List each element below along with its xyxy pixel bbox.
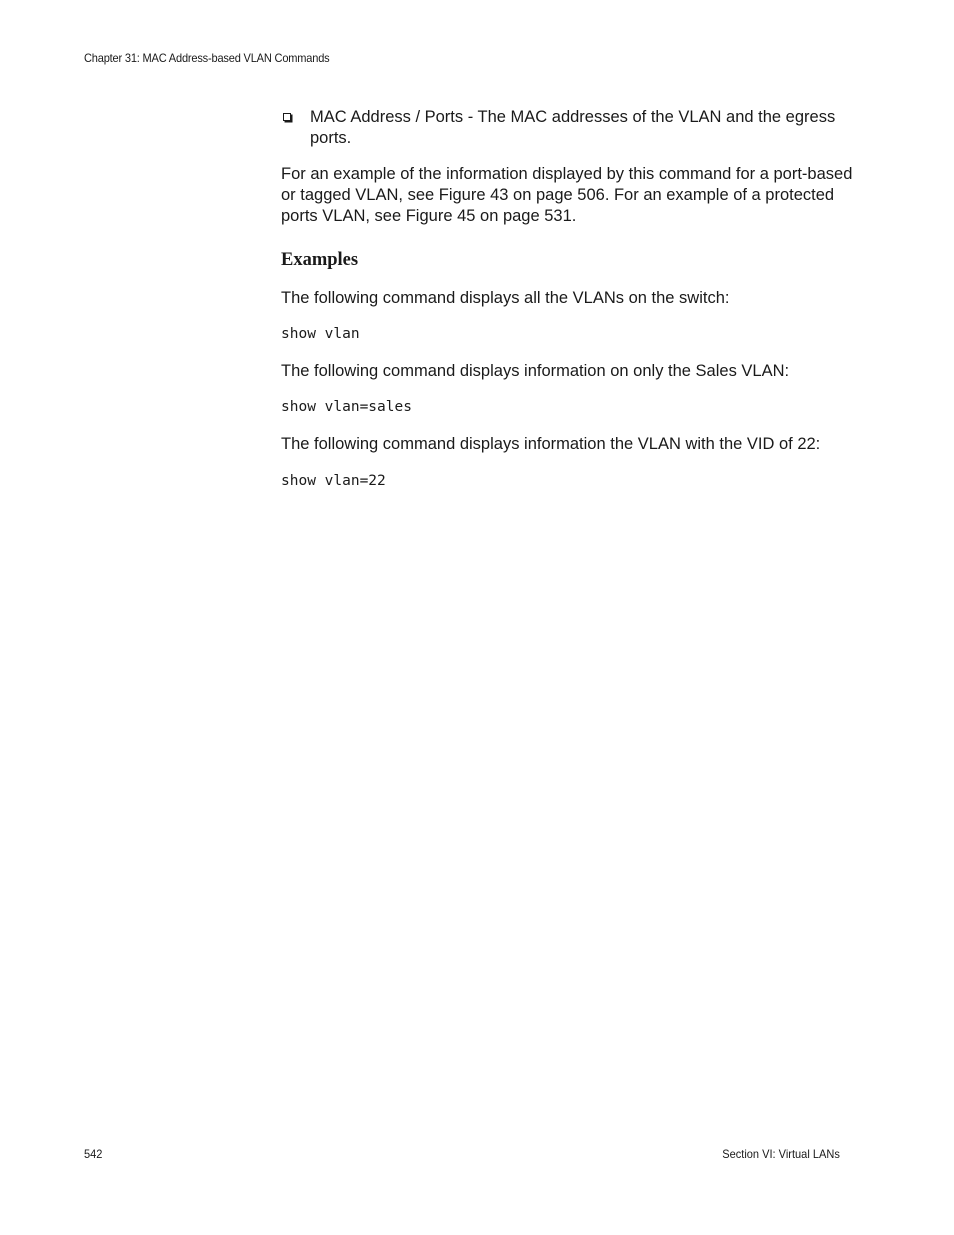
example-command: show vlan=sales: [281, 399, 412, 415]
intro-paragraph: For an example of the information displayed by this command for a port-based or tagged VLAN, see Figure 43 on page 506. For an example of a protected ports VLAN, see Figure 45 on page 531.: [281, 165, 853, 225]
section-footer: Section VI: Virtual LANs: [722, 1147, 840, 1161]
example-description: The following command displays information on only the Sales VLAN:: [281, 362, 790, 380]
running-header: Chapter 31: MAC Address-based VLAN Commands: [84, 51, 330, 65]
bullet-text: MAC Address / Ports - The MAC addresses of the VLAN and the egress ports.: [310, 108, 836, 147]
example-description: The following command displays all the VLANs on the switch:: [281, 289, 730, 307]
examples-heading: Examples: [281, 250, 359, 270]
page-content: [281, 107, 861, 508]
example-description: The following command displays information the VLAN with the VID of 22:: [281, 435, 821, 453]
bullet-item: [281, 107, 861, 149]
square-bullet-icon: [283, 113, 291, 121]
example-command: show vlan=22: [281, 473, 386, 489]
page-number: 542: [84, 1147, 103, 1161]
example-command: show vlan: [281, 326, 360, 342]
